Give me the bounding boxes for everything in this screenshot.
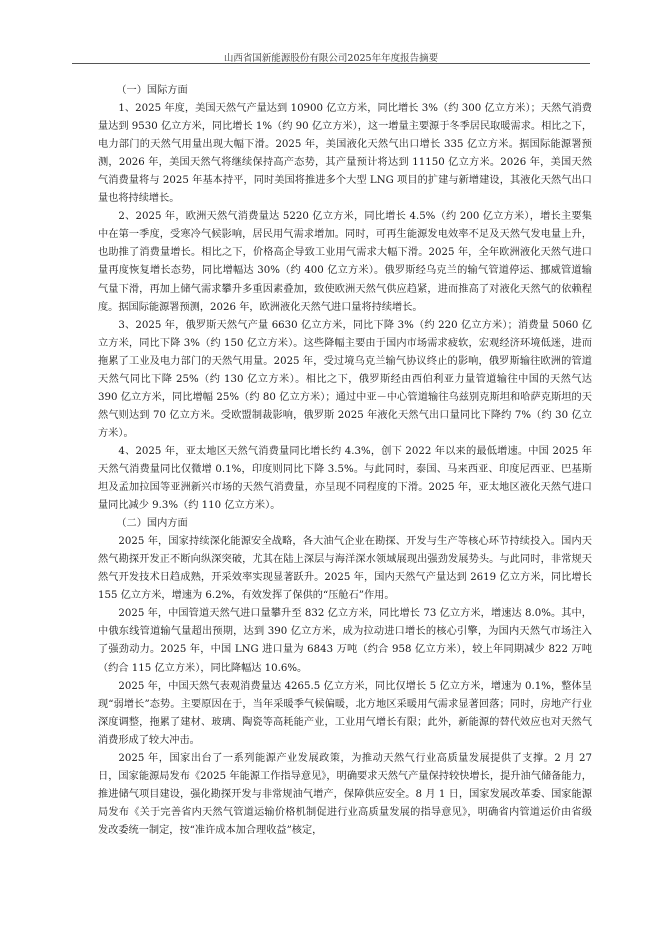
paragraph: 2025 年，国家出台了一系列能源产业发展政策，为推动天然气行业高质量发展提供了支撑。2 月 27 日，国家能源局发布《2025 年能源工作指导意见》，明确要求天然气产量保持较快增长，提升油气储备能力，推进储气项目建设，强化勘探开发与非常规油气增产，保障供应安全。8 月 1 日，国家发展改革委、国家能源局发布《关于完善省内天然气管道运输价格机制促进行业高质量发展的指导意见》，明确省内管道运价由省级发改委统一制定，按“准许成本加合理收益”核定， xyxy=(98,752,592,836)
paragraph: 4、2025 年，亚太地区天然气消费量同比增长约 4.3%，创下 2022 年以来的最低增速。中国 2025 年天然气消费量同比仅微增 0.1%，印度则同比下降 3.5%。与此同时，泰国、马来西亚、印度尼西亚、巴基斯坦及孟加拉国等亚洲新兴市场的天然气消费量，亦呈现不同程度的下滑。2025 年，亚太地区液化天然气进口量同比减少 9.3%（约 110 亿立方米）。 xyxy=(98,445,592,512)
paragraph: 1、2025 年度，美国天然气产量达到 10900 亿立方米，同比增长 3%（约 300 亿立方米）；天然气消费量达到 9530 亿立方米，同比增长 1%（约 90 亿立方米），这一增量主要源于冬季居民取暖需求。相比之下，电力部门的天然气用量出现大幅下滑。2025 年，美国液化天然气出口增长 335 亿立方米。据国际能源署预测，2026 年，美国天然气将继续保持高产态势，其产量预计将达到 11150 亿立方米。2026 年，美国天然气消费量将与 2025 年基本持平，同时美国将推进多个大型 LNG 项目的扩建与新增建设，其液化天然气出口量也将持续增长。 xyxy=(98,103,593,205)
page-body xyxy=(98,82,592,840)
page-header-title: 山西省国新能源股份有限公司2025年年度报告摘要 xyxy=(223,53,439,64)
paragraph: 2025 年，国家持续深化能源安全战略，各大油气企业在勘探、开发与生产等核心环节持续投入。国内天然气勘探开发正不断向纵深突破，尤其在陆上深层与海洋深水领域展现出强劲发展势头。与此同时，非常规天然气开发技术日趋成熟，开采效率实现显著跃升。2025 年，国内天然气产量达到 2619 亿立方米，同比增长 155 亿立方米，增速为 6.2%，有效发挥了保供的“压舱石”作用。 xyxy=(98,536,592,602)
section-heading-domestic: （二）国内方面 xyxy=(116,518,188,530)
section-heading-international: （一）国际方面 xyxy=(116,85,188,96)
paragraph: 2、2025 年，欧洲天然气消费量达 5220 亿立方米，同比增长 4.5%（约 200 亿立方米），增长主要集中在第一季度，受寒冷气候影响，居民用气需求增加。同时，可再生能源发电效率不足及天然气发电量上升，也助推了消费量增长。相比之下，价格高企导致工业用气需求大幅下滑。2025 年，全年欧洲液化天然气进口量再度恢复增长态势，同比增幅达 30%（约 400 亿立方米）。俄罗斯经乌克兰的输气管道停运、挪威管道输气量下滑，再加上储气需求攀升多重因素叠加，致使欧洲天然气供应趋紧，进而推高了对液化天然气的依赖程度。据国际能源署预测，2026 年，欧洲液化天然气进口量将持续增长。 xyxy=(98,211,592,313)
header-divider xyxy=(72,63,590,64)
paragraph: 3、2025 年，俄罗斯天然气产量 6630 亿立方米，同比下降 3%（约 220 亿立方米）；消费量 5060 亿立方米，同比下降 3%（约 150 亿立方米）。这些降幅主要由于国内市场需求疲软，宏观经济环境低迷，进而拖累了工业及电力部门的天然气用量。2025 年，受过境乌克兰输气协议终止的影响，俄罗斯输往欧洲的管道天然气同比下降 25%（约 130 亿立方米）。相比之下，俄罗斯经由西伯利亚力量管道输往中国的天然气达 390 亿立方米，同比增幅 25%（约 80 亿立方米）；通过中亚－中心管道输往乌兹别克斯坦和哈萨克斯坦的天然气则达到 70 亿立方米。受欧盟制裁影响，俄罗斯 2025 年液化天然气出口量同比下降约 7%（约 30 亿立方米）。 xyxy=(98,319,592,439)
paragraph: 2025 年，中国管道天然气进口量攀升至 832 亿立方米，同比增长 73 亿立方米，增速达 8.0%。其中，中俄东线管道输气量超出预期，达到 390 亿立方米，成为拉动进口增长的核心引擎，为国内天然气市场注入了强劲动力。2025 年，中国 LNG 进口量为 6843 万吨（约合 958 亿立方米），较上年同期减少 822 万吨（约合 115 亿立方米），同比降幅达 10.6%。 xyxy=(98,608,592,674)
paragraph: 2025 年，中国天然气表观消费量达 4265.5 亿立方米，同比仅增长 5 亿立方米，增速为 0.1%，整体呈现“弱增长”态势。主要原因在于，当年采暖季气候偏暖，北方地区采暖用气需求显著回落；同时，房地产行业深度调整，拖累了建材、玻璃、陶瓷等高耗能产业，工业用气增长有限；此外，新能源的替代效应也对天然气消费形成了较大冲击。 xyxy=(98,680,592,746)
